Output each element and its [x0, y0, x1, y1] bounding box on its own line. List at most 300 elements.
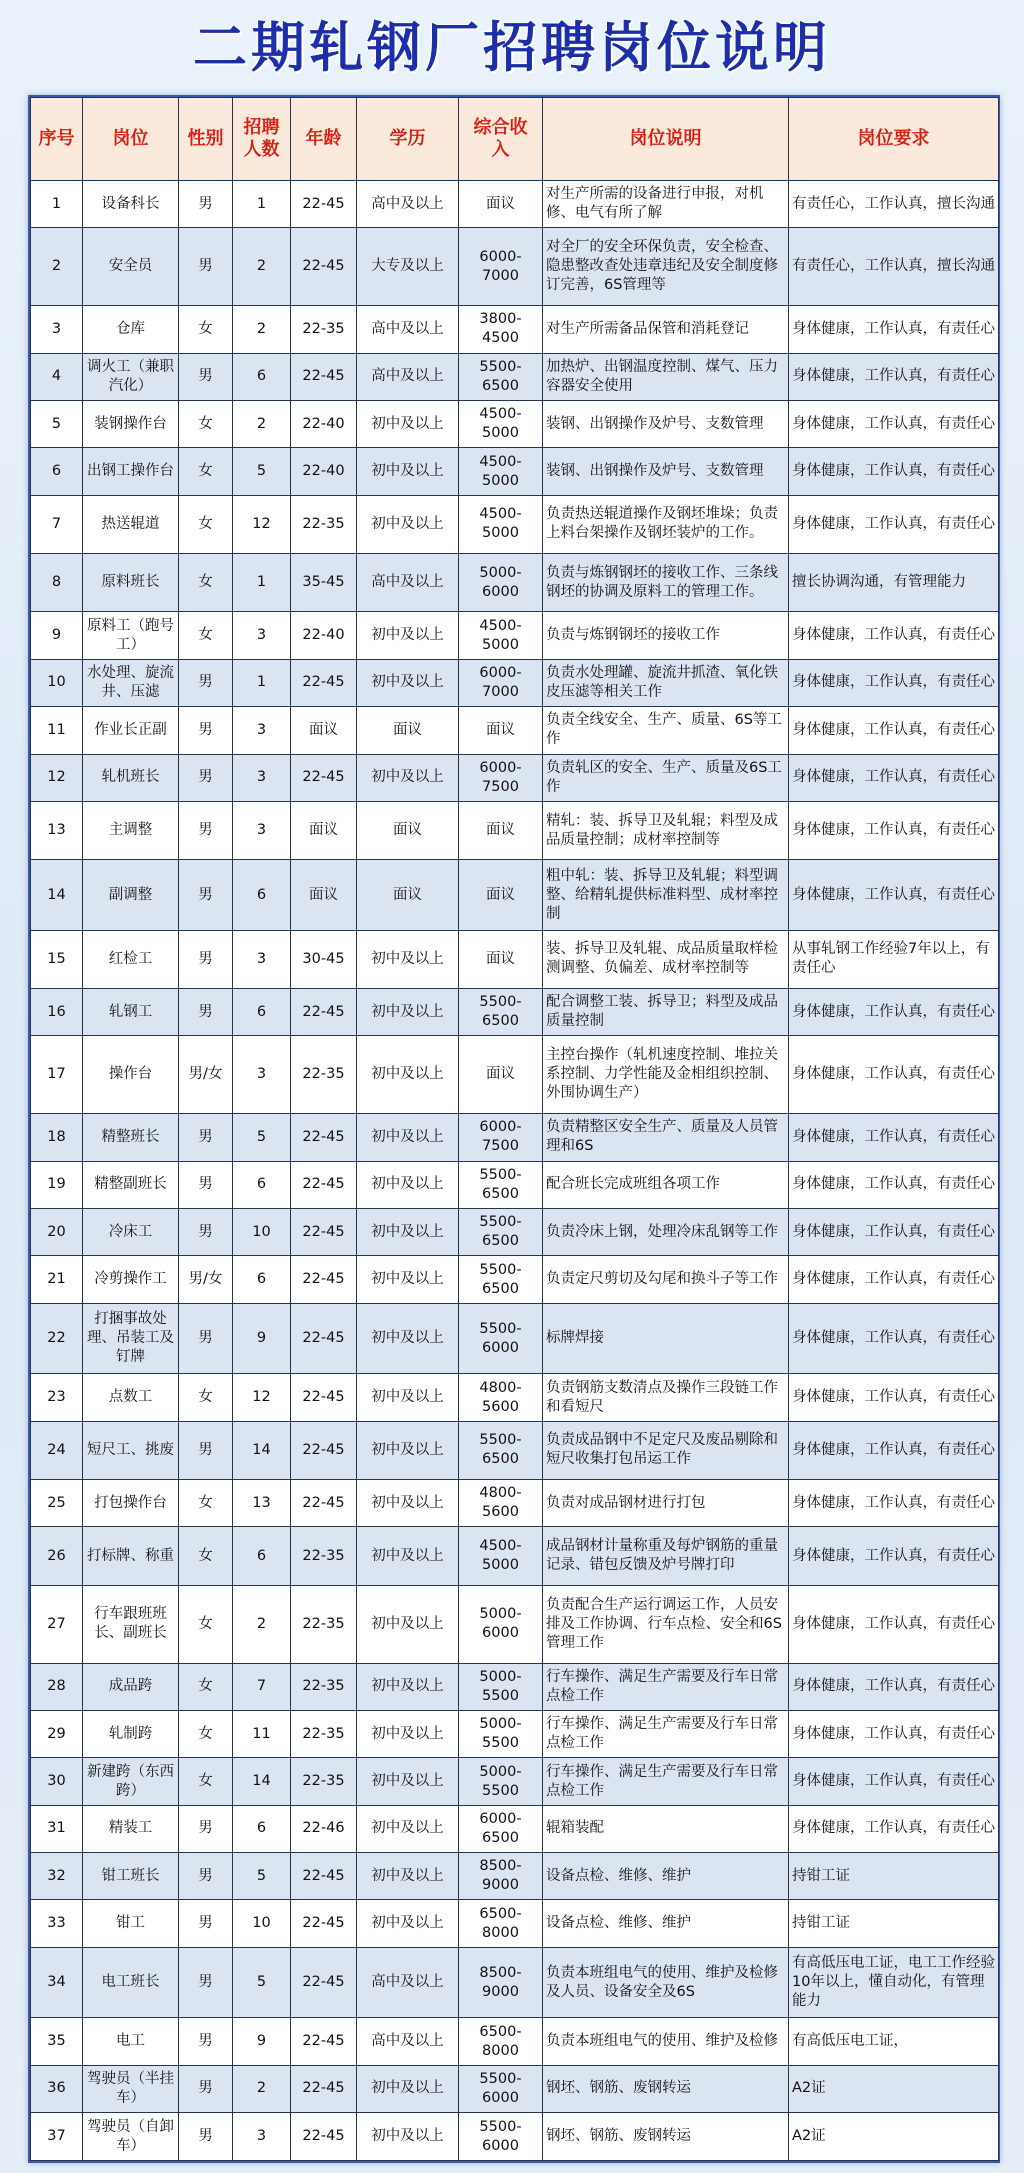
- cell-requirements: 身体健康，工作认真，有责任心: [789, 1585, 999, 1663]
- header-gender: 性别: [179, 98, 233, 181]
- cell-age: 22-45: [291, 2018, 357, 2065]
- cell-age: 22-45: [291, 1209, 357, 1256]
- cell-no: 27: [31, 1585, 83, 1663]
- cell-income: 6000-7000: [459, 228, 543, 306]
- cell-income: 5500-6000: [459, 1303, 543, 1373]
- cell-count: 12: [233, 495, 291, 553]
- table-row: [31, 1421, 999, 1479]
- cell-count: 2: [233, 400, 291, 447]
- cell-post: 副调整: [83, 860, 179, 930]
- cell-age: 22-35: [291, 1585, 357, 1663]
- cell-requirements: 身体健康，工作认真，有责任心: [789, 495, 999, 553]
- table-row: [31, 1209, 999, 1256]
- cell-requirements: 身体健康，工作认真，有责任心: [789, 1036, 999, 1114]
- cell-requirements: 身体健康，工作认真，有责任心: [789, 1805, 999, 1852]
- cell-age: 22-45: [291, 2065, 357, 2112]
- cell-age: 面议: [291, 801, 357, 859]
- cell-gender: 女: [179, 1374, 233, 1421]
- cell-post: 操作台: [83, 1036, 179, 1114]
- table-row: [31, 1805, 999, 1852]
- cell-description: 粗中轧：装、拆导卫及轧辊；料型调整、给精轧提供标准料型、成材率控制: [543, 860, 789, 930]
- cell-count: 2: [233, 2065, 291, 2112]
- page-title: 二期轧钢厂招聘岗位说明: [193, 16, 831, 79]
- cell-count: 3: [233, 801, 291, 859]
- cell-description: 钢坯、钢筋、废钢转运: [543, 2065, 789, 2112]
- cell-gender: 男: [179, 1853, 233, 1900]
- cell-gender: 男/女: [179, 1256, 233, 1303]
- cell-income: 4500-5000: [459, 400, 543, 447]
- cell-no: 28: [31, 1663, 83, 1710]
- cell-post: 行车跟班班长、副班长: [83, 1585, 179, 1663]
- cell-no: 33: [31, 1900, 83, 1947]
- cell-education: 初中及以上: [357, 1256, 459, 1303]
- cell-count: 2: [233, 228, 291, 306]
- cell-requirements: 身体健康，工作认真，有责任心: [789, 1480, 999, 1527]
- cell-post: 水处理、旋流井、压滤: [83, 659, 179, 706]
- cell-age: 22-45: [291, 1303, 357, 1373]
- cell-age: 22-45: [291, 181, 357, 228]
- cell-description: 负责精整区安全生产、质量及人员管理和6S: [543, 1114, 789, 1161]
- cell-gender: 女: [179, 448, 233, 495]
- cell-no: 5: [31, 400, 83, 447]
- cell-count: 13: [233, 1480, 291, 1527]
- cell-post: 驾驶员（半挂车）: [83, 2065, 179, 2112]
- cell-description: 负责冷床上钢，处理冷床乱钢等工作: [543, 1209, 789, 1256]
- table-row: [31, 1853, 999, 1900]
- cell-count: 2: [233, 306, 291, 353]
- cell-description: 负责轧区的安全、生产、质量及6S工作: [543, 754, 789, 801]
- cell-gender: 男: [179, 659, 233, 706]
- cell-post: 仓库: [83, 306, 179, 353]
- table-row: [31, 400, 999, 447]
- cell-description: 行车操作、满足生产需要及行车日常点检工作: [543, 1758, 789, 1805]
- cell-description: 主控台操作（轧机速度控制、堆拉关系控制、力学性能及金相组织控制、外围协调生产）: [543, 1036, 789, 1114]
- cell-post: 打包操作台: [83, 1480, 179, 1527]
- cell-education: 初中及以上: [357, 1663, 459, 1710]
- header-no: 序号: [31, 98, 83, 181]
- cell-post: 轧制跨: [83, 1710, 179, 1757]
- cell-income: 5500-6500: [459, 989, 543, 1036]
- cell-requirements: 持钳工证: [789, 1853, 999, 1900]
- cell-no: 11: [31, 707, 83, 754]
- cell-post: 冷剪操作工: [83, 1256, 179, 1303]
- table-row: [31, 2065, 999, 2112]
- cell-education: 初中及以上: [357, 1710, 459, 1757]
- table-row: [31, 353, 999, 400]
- cell-education: 初中及以上: [357, 1585, 459, 1663]
- cell-no: 15: [31, 930, 83, 988]
- cell-education: 初中及以上: [357, 1805, 459, 1852]
- cell-post: 调火工（兼职汽化）: [83, 353, 179, 400]
- cell-post: 主调整: [83, 801, 179, 859]
- cell-income: 5500-6500: [459, 353, 543, 400]
- cell-no: 20: [31, 1209, 83, 1256]
- cell-description: 负责配合生产运行调运工作，人员安排及工作协调、行车点检、安全和6S管理工作: [543, 1585, 789, 1663]
- table-row: [31, 1480, 999, 1527]
- cell-post: 钳工班长: [83, 1853, 179, 1900]
- cell-count: 6: [233, 860, 291, 930]
- cell-post: 精整班长: [83, 1114, 179, 1161]
- cell-post: 安全员: [83, 228, 179, 306]
- cell-age: 22-35: [291, 1710, 357, 1757]
- cell-post: 点数工: [83, 1374, 179, 1421]
- cell-no: 17: [31, 1036, 83, 1114]
- cell-income: 5000-6000: [459, 554, 543, 612]
- cell-gender: 男: [179, 707, 233, 754]
- cell-education: 初中及以上: [357, 1421, 459, 1479]
- cell-description: 负责水处理罐、旋流井抓渣、氧化铁皮压滤等相关工作: [543, 659, 789, 706]
- cell-gender: 女: [179, 612, 233, 659]
- table-header-row: [31, 98, 999, 181]
- cell-age: 35-45: [291, 554, 357, 612]
- table-row: [31, 754, 999, 801]
- table-row: [31, 181, 999, 228]
- cell-education: 初中及以上: [357, 400, 459, 447]
- cell-gender: 男: [179, 801, 233, 859]
- cell-income: 5500-6000: [459, 2113, 543, 2161]
- cell-education: 高中及以上: [357, 353, 459, 400]
- cell-income: 5500-6500: [459, 1161, 543, 1208]
- cell-no: 23: [31, 1374, 83, 1421]
- cell-age: 22-45: [291, 989, 357, 1036]
- cell-age: 22-40: [291, 448, 357, 495]
- cell-education: 初中及以上: [357, 989, 459, 1036]
- cell-count: 3: [233, 1036, 291, 1114]
- cell-income: 5500-6500: [459, 1256, 543, 1303]
- cell-education: 初中及以上: [357, 612, 459, 659]
- cell-post: 短尺工、挑废: [83, 1421, 179, 1479]
- cell-gender: 男/女: [179, 1036, 233, 1114]
- cell-income: 5000-6000: [459, 1585, 543, 1663]
- cell-gender: 男: [179, 1947, 233, 2017]
- cell-gender: 男: [179, 860, 233, 930]
- cell-requirements: 身体健康，工作认真，有责任心: [789, 1161, 999, 1208]
- cell-age: 22-45: [291, 1161, 357, 1208]
- cell-requirements: 身体健康，工作认真，有责任心: [789, 1114, 999, 1161]
- cell-no: 26: [31, 1527, 83, 1585]
- table-row: [31, 554, 999, 612]
- cell-description: 标牌焊接: [543, 1303, 789, 1373]
- cell-no: 12: [31, 754, 83, 801]
- cell-requirements: 身体健康，工作认真，有责任心: [789, 612, 999, 659]
- cell-requirements: 擅长协调沟通，有管理能力: [789, 554, 999, 612]
- cell-income: 4500-5000: [459, 612, 543, 659]
- cell-age: 22-45: [291, 1374, 357, 1421]
- cell-count: 10: [233, 1209, 291, 1256]
- cell-count: 3: [233, 754, 291, 801]
- cell-requirements: 身体健康，工作认真，有责任心: [789, 306, 999, 353]
- cell-gender: 男: [179, 1805, 233, 1852]
- cell-education: 初中及以上: [357, 1374, 459, 1421]
- cell-requirements: 有责任心，工作认真，擅长沟通: [789, 228, 999, 306]
- cell-no: 10: [31, 659, 83, 706]
- cell-education: 初中及以上: [357, 930, 459, 988]
- cell-education: 大专及以上: [357, 228, 459, 306]
- cell-age: 22-35: [291, 1758, 357, 1805]
- table-row: [31, 801, 999, 859]
- cell-count: 14: [233, 1758, 291, 1805]
- cell-description: 负责本班组电气的使用、维护及检修及人员、设备安全及6S: [543, 1947, 789, 2017]
- cell-post: 打捆事故处理、吊装工及钉牌: [83, 1303, 179, 1373]
- header-education: 学历: [357, 98, 459, 181]
- table-row: [31, 930, 999, 988]
- table-row: [31, 1303, 999, 1373]
- cell-gender: 女: [179, 400, 233, 447]
- cell-income: 4800-5600: [459, 1374, 543, 1421]
- cell-no: 21: [31, 1256, 83, 1303]
- cell-no: 14: [31, 860, 83, 930]
- cell-description: 负责本班组电气的使用、维护及检修: [543, 2018, 789, 2065]
- cell-gender: 女: [179, 495, 233, 553]
- cell-education: 初中及以上: [357, 1303, 459, 1373]
- cell-description: 加热炉、出钢温度控制、煤气、压力容器安全使用: [543, 353, 789, 400]
- table-row: [31, 1036, 999, 1114]
- cell-requirements: 有高低压电工证，电工工作经验10年以上，懂自动化，有管理能力: [789, 1947, 999, 2017]
- cell-age: 22-35: [291, 1663, 357, 1710]
- header-post: 岗位: [83, 98, 179, 181]
- cell-income: 面议: [459, 181, 543, 228]
- table-row: [31, 2113, 999, 2161]
- cell-income: 5500-6500: [459, 1209, 543, 1256]
- cell-count: 11: [233, 1710, 291, 1757]
- header-count: 招聘人数: [233, 98, 291, 181]
- cell-education: 初中及以上: [357, 754, 459, 801]
- cell-requirements: 从事轧钢工作经验7年以上，有责任心: [789, 930, 999, 988]
- cell-income: 6000-7500: [459, 1114, 543, 1161]
- cell-count: 9: [233, 1303, 291, 1373]
- cell-requirements: A2证: [789, 2065, 999, 2112]
- cell-income: 6000-7500: [459, 754, 543, 801]
- cell-post: 轧钢工: [83, 989, 179, 1036]
- cell-requirements: 持钳工证: [789, 1900, 999, 1947]
- cell-count: 12: [233, 1374, 291, 1421]
- cell-gender: 男: [179, 1209, 233, 1256]
- cell-gender: 男: [179, 1421, 233, 1479]
- cell-description: 对全厂的安全环保负责，安全检查、隐患整改查处违章违纪及安全制度修订完善，6S管理等: [543, 228, 789, 306]
- cell-education: 初中及以上: [357, 1161, 459, 1208]
- cell-description: 行车操作、满足生产需要及行车日常点检工作: [543, 1710, 789, 1757]
- table-row: [31, 707, 999, 754]
- table-row: [31, 495, 999, 553]
- cell-income: 8500-9000: [459, 1947, 543, 2017]
- cell-description: 负责全线安全、生产、质量、6S等工作: [543, 707, 789, 754]
- header-income: 综合收入: [459, 98, 543, 181]
- cell-description: 配合调整工装、拆导卫；料型及成品质量控制: [543, 989, 789, 1036]
- cell-requirements: 身体健康，工作认真，有责任心: [789, 1256, 999, 1303]
- cell-no: 13: [31, 801, 83, 859]
- cell-education: 初中及以上: [357, 1758, 459, 1805]
- cell-income: 6000-6500: [459, 1805, 543, 1852]
- cell-education: 初中及以上: [357, 2113, 459, 2161]
- cell-requirements: 身体健康，工作认真，有责任心: [789, 1209, 999, 1256]
- cell-no: 7: [31, 495, 83, 553]
- cell-count: 3: [233, 2113, 291, 2161]
- table-row: [31, 1947, 999, 2017]
- cell-age: 面议: [291, 707, 357, 754]
- cell-income: 4500-5000: [459, 448, 543, 495]
- cell-requirements: 身体健康，工作认真，有责任心: [789, 1710, 999, 1757]
- table-row: [31, 1114, 999, 1161]
- cell-count: 6: [233, 1256, 291, 1303]
- cell-requirements: 身体健康，工作认真，有责任心: [789, 1421, 999, 1479]
- cell-post: 电工: [83, 2018, 179, 2065]
- table-row: [31, 1663, 999, 1710]
- cell-requirements: 身体健康，工作认真，有责任心: [789, 659, 999, 706]
- cell-age: 22-45: [291, 1900, 357, 1947]
- cell-education: 初中及以上: [357, 1114, 459, 1161]
- cell-requirements: 有责任心，工作认真，擅长沟通: [789, 181, 999, 228]
- cell-description: 负责对成品钢材进行打包: [543, 1480, 789, 1527]
- cell-education: 初中及以上: [357, 495, 459, 553]
- cell-gender: 男: [179, 1303, 233, 1373]
- cell-post: 作业长正副: [83, 707, 179, 754]
- table-row: [31, 306, 999, 353]
- cell-gender: 男: [179, 353, 233, 400]
- cell-gender: 男: [179, 2113, 233, 2161]
- cell-no: 24: [31, 1421, 83, 1479]
- cell-requirements: 身体健康，工作认真，有责任心: [789, 801, 999, 859]
- header-age: 年龄: [291, 98, 357, 181]
- cell-count: 1: [233, 554, 291, 612]
- cell-no: 3: [31, 306, 83, 353]
- cell-post: 原料工（跑号工）: [83, 612, 179, 659]
- cell-income: 6000-7000: [459, 659, 543, 706]
- cell-count: 5: [233, 448, 291, 495]
- table-row: [31, 659, 999, 706]
- cell-no: 35: [31, 2018, 83, 2065]
- cell-income: 6500-8000: [459, 2018, 543, 2065]
- cell-gender: 女: [179, 554, 233, 612]
- cell-gender: 女: [179, 1663, 233, 1710]
- cell-age: 22-45: [291, 353, 357, 400]
- cell-no: 18: [31, 1114, 83, 1161]
- cell-no: 32: [31, 1853, 83, 1900]
- cell-age: 22-35: [291, 306, 357, 353]
- table-row: [31, 448, 999, 495]
- cell-description: 钢坯、钢筋、废钢转运: [543, 2113, 789, 2161]
- cell-count: 3: [233, 612, 291, 659]
- cell-description: 精轧：装、拆导卫及轧辊；料型及成品质量控制；成材率控制等: [543, 801, 789, 859]
- cell-requirements: 有高低压电工证，: [789, 2018, 999, 2065]
- cell-income: 4500-5000: [459, 1527, 543, 1585]
- cell-income: 5000-5500: [459, 1710, 543, 1757]
- cell-no: 6: [31, 448, 83, 495]
- cell-requirements: 身体健康，工作认真，有责任心: [789, 1663, 999, 1710]
- cell-education: 高中及以上: [357, 1947, 459, 2017]
- cell-no: 25: [31, 1480, 83, 1527]
- cell-post: 打标牌、称重: [83, 1527, 179, 1585]
- cell-no: 37: [31, 2113, 83, 2161]
- cell-description: 设备点检、维修、维护: [543, 1853, 789, 1900]
- recruitment-table: [30, 97, 999, 2161]
- cell-education: 初中及以上: [357, 659, 459, 706]
- cell-education: 面议: [357, 860, 459, 930]
- cell-income: 8500-9000: [459, 1853, 543, 1900]
- cell-gender: 男: [179, 228, 233, 306]
- table-body: [31, 181, 999, 2161]
- cell-education: 高中及以上: [357, 306, 459, 353]
- cell-no: 29: [31, 1710, 83, 1757]
- cell-count: 5: [233, 1853, 291, 1900]
- table-row: [31, 1758, 999, 1805]
- cell-gender: 男: [179, 181, 233, 228]
- cell-no: 2: [31, 228, 83, 306]
- cell-post: 钳工: [83, 1900, 179, 1947]
- cell-description: 对生产所需的设备进行申报，对机修、电气有所了解: [543, 181, 789, 228]
- cell-requirements: 身体健康，工作认真，有责任心: [789, 1303, 999, 1373]
- cell-income: 5000-5500: [459, 1758, 543, 1805]
- cell-count: 3: [233, 707, 291, 754]
- cell-age: 22-35: [291, 1527, 357, 1585]
- table-row: [31, 228, 999, 306]
- table-row: [31, 1527, 999, 1585]
- cell-post: 设备科长: [83, 181, 179, 228]
- cell-count: 2: [233, 1585, 291, 1663]
- cell-count: 1: [233, 181, 291, 228]
- cell-age: 22-46: [291, 1805, 357, 1852]
- cell-description: 辊箱装配: [543, 1805, 789, 1852]
- table-row: [31, 2018, 999, 2065]
- table-row: [31, 989, 999, 1036]
- cell-description: 负责钢筋支数清点及操作三段链工作和看短尺: [543, 1374, 789, 1421]
- cell-age: 22-40: [291, 612, 357, 659]
- table-row: [31, 1900, 999, 1947]
- cell-post: 出钢工操作台: [83, 448, 179, 495]
- cell-post: 新建跨（东西跨）: [83, 1758, 179, 1805]
- cell-description: 设备点检、维修、维护: [543, 1900, 789, 1947]
- cell-count: 6: [233, 989, 291, 1036]
- cell-no: 34: [31, 1947, 83, 2017]
- cell-count: 9: [233, 2018, 291, 2065]
- cell-age: 22-45: [291, 228, 357, 306]
- cell-income: 5500-6500: [459, 1421, 543, 1479]
- cell-education: 高中及以上: [357, 181, 459, 228]
- cell-education: 初中及以上: [357, 1853, 459, 1900]
- table-row: [31, 1374, 999, 1421]
- cell-no: 8: [31, 554, 83, 612]
- cell-no: 36: [31, 2065, 83, 2112]
- cell-description: 负责与炼钢钢坯的接收工作: [543, 612, 789, 659]
- cell-post: 红检工: [83, 930, 179, 988]
- cell-description: 负责与炼钢钢坯的接收工作、三条线钢坯的协调及原料工的管理工作。: [543, 554, 789, 612]
- cell-count: 14: [233, 1421, 291, 1479]
- cell-gender: 男: [179, 989, 233, 1036]
- cell-requirements: 身体健康，工作认真，有责任心: [789, 754, 999, 801]
- cell-no: 31: [31, 1805, 83, 1852]
- cell-age: 22-45: [291, 1480, 357, 1527]
- cell-requirements: A2证: [789, 2113, 999, 2161]
- cell-requirements: 身体健康，工作认真，有责任心: [789, 707, 999, 754]
- cell-income: 面议: [459, 930, 543, 988]
- table-row: [31, 860, 999, 930]
- cell-income: 5000-5500: [459, 1663, 543, 1710]
- cell-requirements: 身体健康，工作认真，有责任心: [789, 1758, 999, 1805]
- table-row: [31, 1256, 999, 1303]
- cell-income: 3800-4500: [459, 306, 543, 353]
- cell-education: 初中及以上: [357, 1527, 459, 1585]
- cell-description: 对生产所需备品保管和消耗登记: [543, 306, 789, 353]
- table-row: [31, 1161, 999, 1208]
- cell-description: 装钢、出钢操作及炉号、支数管理: [543, 448, 789, 495]
- cell-no: 4: [31, 353, 83, 400]
- cell-education: 高中及以上: [357, 554, 459, 612]
- cell-post: 驾驶员（自卸车）: [83, 2113, 179, 2161]
- cell-requirements: 身体健康，工作认真，有责任心: [789, 353, 999, 400]
- cell-education: 高中及以上: [357, 2018, 459, 2065]
- cell-requirements: 身体健康，工作认真，有责任心: [789, 860, 999, 930]
- cell-requirements: 身体健康，工作认真，有责任心: [789, 1527, 999, 1585]
- cell-no: 9: [31, 612, 83, 659]
